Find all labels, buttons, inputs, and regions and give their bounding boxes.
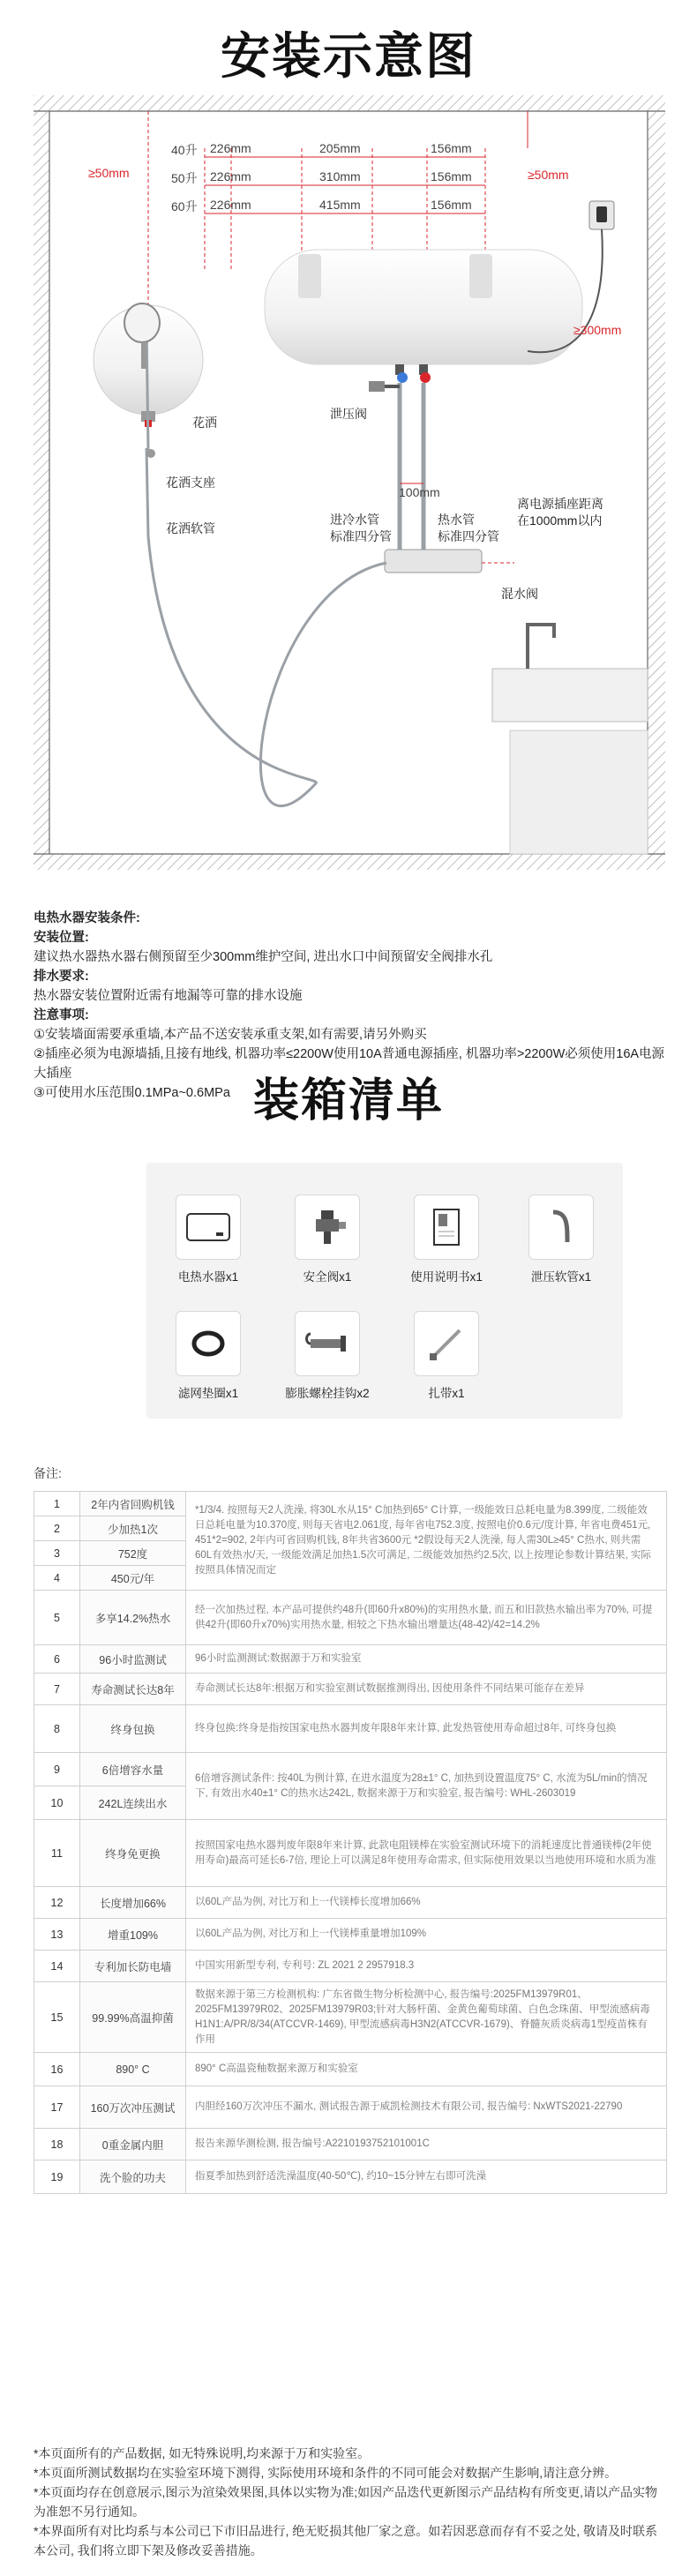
table-row: 3 752度	[34, 1541, 667, 1566]
safety-valve-icon	[295, 1194, 360, 1260]
pack-item-safety-valve	[266, 1194, 389, 1284]
relief-valve-label: 泄压阀	[330, 407, 367, 421]
row-num: 14	[34, 1951, 80, 1982]
footnote: *本页面所测试数据均在实验室环境下测得, 实际使用环境和条件的不同可能会对数据产生影响,请注意分辨。	[34, 2466, 618, 2480]
pack-item-label: 扎带x1	[428, 1387, 465, 1400]
dim-mid: 415mm	[319, 198, 361, 212]
installation-diagram	[34, 95, 665, 872]
row-num: 18	[34, 2129, 80, 2160]
row-num: 19	[34, 2160, 80, 2194]
dim-right: 156mm	[431, 198, 472, 212]
relief-hose-icon	[528, 1194, 594, 1260]
row-description: 以60L产品为例, 对比万和上一代镁棒长度增加66%	[186, 1887, 667, 1919]
table-row	[34, 1674, 667, 1705]
dim-right: 156mm	[431, 141, 472, 155]
installation-title: 安装示意图	[221, 28, 476, 84]
row-description: 6倍增容测试条件: 按40L为例计算, 在进水温度为28±1° C, 加热到设置温度75° C, 水流为5L/min的情况下, 有效出水40±1° C的热水达242L, 数据来源于万和实验室, 报告编号: WHL-2603019	[186, 1753, 667, 1820]
row-description: 报告来源华测检测, 报告编号:A2210193752101001C	[186, 2129, 667, 2160]
left-wall	[34, 111, 49, 861]
row-feature: 752度	[80, 1541, 186, 1566]
row-feature: 终身包换	[80, 1705, 186, 1753]
row-description: 内胆经160万次冲压不漏水, 测试报告源于威凯检测技术有限公司, 报告编号: NxWTS2021-22790	[186, 2086, 667, 2129]
row-feature: 2年内省回购机钱	[80, 1492, 186, 1516]
row-num: 15	[34, 1982, 80, 2053]
footnote: *本界面所有对比均系与本公司已下市旧品进行, 绝无贬损其他厂家之意。如若因恶意而存有不妥之处, 敬请及时联系本公司, 我们将立即下架及修改妥善措施。	[34, 2524, 658, 2557]
row-num: 13	[34, 1919, 80, 1951]
table-row	[34, 1887, 667, 1919]
table-row	[34, 2129, 667, 2160]
shower-hose-label: 花洒软管	[166, 521, 215, 535]
table-row: 4 450元/年	[34, 1566, 667, 1591]
table-row	[34, 1705, 667, 1753]
footnotes	[34, 2444, 669, 2560]
table-row	[34, 1591, 667, 1645]
row-description: 96小时监测测试:数据源于万和实验室	[186, 1645, 667, 1674]
note-item: ③可使用水压范围0.1MPa~0.6MPa	[34, 1086, 230, 1100]
gap-left-label: ≥50mm	[88, 166, 130, 180]
table-row: 2 少加热1次	[34, 1516, 667, 1541]
dim-mid: 310mm	[319, 169, 361, 183]
pack-item-expansion-bolt	[266, 1311, 389, 1401]
table-row	[34, 2160, 667, 2194]
pack-item-label: 电热水器x1	[177, 1270, 239, 1284]
row-description: 终身包换:终身是指按国家电热水器判废年限8年来计算, 此发热管使用寿命超过8年, 可终身包换	[186, 1705, 667, 1753]
shower-head-label: 花洒	[192, 416, 217, 430]
pack-item-label: 膨胀螺栓挂钩x2	[285, 1387, 370, 1400]
dim-left: 226mm	[210, 198, 251, 212]
row-num: 9	[34, 1753, 80, 1786]
row-num: 12	[34, 1887, 80, 1919]
dim-right: 156mm	[431, 169, 472, 183]
drain-text: 热水器安装位置附近需有地漏等可靠的排水设施	[34, 989, 303, 1003]
socket-distance-label: 离电源插座距离 在1000mm以内	[517, 497, 603, 528]
row-feature: 多享14.2%热水	[80, 1591, 186, 1645]
footnote: *本页面所有的产品数据, 如无特殊说明,均来源于万和实验室。	[34, 2446, 371, 2460]
pack-item-cable-tie	[385, 1311, 508, 1401]
row-feature: 长度增加66%	[80, 1887, 186, 1919]
gap-top-right-label: ≥50mm	[528, 168, 569, 182]
pack-item-label: 使用说明书x1	[410, 1270, 483, 1284]
note-item: ①安装墙面需要承重墙,本产品不送安装承重支架,如有需要,请另外购买	[34, 1028, 427, 1042]
pack-item-label: 滤网垫圈x1	[177, 1387, 239, 1400]
note-item: ②插座必须为电源墙插,且接有地线, 机器功率≤2200W使用10A普通电源插座, 机器功率>2200W必须使用16A电源大插座	[34, 1047, 665, 1081]
row-description: 以60L产品为例, 对比万和上一代镁棒重量增加109%	[186, 1919, 667, 1951]
capacity-label: 50升	[171, 171, 198, 185]
row-feature: 890° C	[80, 2053, 186, 2086]
pipe-gap-label: 100mm	[399, 485, 440, 499]
table-row	[34, 1645, 667, 1674]
table-row	[34, 2086, 667, 2129]
table-row	[34, 1492, 667, 1516]
position-heading: 安装位置:	[34, 931, 89, 945]
row-description: 890° C高温瓷釉数据来源万和实验室	[186, 2053, 667, 2086]
row-description: 经一次加热过程, 本产品可提供约48升(即60升x80%)的实用热水量, 而五和旧款热水输出率为70%, 可提供42升(即60升x70%)实用热水量, 相较之下热水输出增量达(48-42)/42=14.2%	[186, 1591, 667, 1645]
pack-item-relief-hose	[499, 1194, 623, 1284]
dim-left: 226mm	[210, 141, 251, 155]
pack-item-label: 泄压软管x1	[530, 1270, 592, 1284]
position-text: 建议热水器热水器右侧预留至少300mm维护空间, 进出水口中间预留安全阀排水孔	[34, 950, 493, 964]
dim-mid: 205mm	[319, 141, 361, 155]
right-wall	[648, 111, 665, 861]
row-feature: 450元/年	[80, 1566, 186, 1591]
mixing-valve-label: 混水阀	[501, 587, 538, 601]
table-row	[34, 1951, 667, 1982]
row-description: *1/3/4. 按照每天2人洗澡, 将30L水从15° C加热到65° C计算, 一级能效日总耗电量为8.399度, 二级能效日总耗电量为10.370度, 则每天省电2.061度, 每年省电752.3度, 按照电价0.6元/度计算, 年省电费451元, 451*2=902, 2年内可省回购机钱, 8年共省3600元 *2假设每天2人洗澡, 每人需30L≥45° C热水, 则共需60L有效热水/天, 一级能效满足加热1.5次可满足, 二级能效加热约2.5次, 以上按理论参数计算结果, 实际按照具体情况而定	[186, 1492, 667, 1591]
row-description: 数据来源于第三方检测机构: 广东省微生物分析检测中心, 报告编号:2025FM13979R01、2025FM13979R02、2025FM13979R03;针对大肠杆菌、金黄色葡萄球菌、白色念珠菌、甲型流感病毒H1N1:A/PR/8/34(ATCCVR-1469), 甲型流感病毒H3N2(ATCCVR-1679)、脊髓灰质炎病毒1型疫苗株有作用	[186, 1982, 667, 2053]
notes-heading: 注意事项:	[34, 1008, 89, 1022]
row-num: 8	[34, 1705, 80, 1753]
filter-gasket-icon	[176, 1311, 241, 1376]
dim-left: 226mm	[210, 169, 251, 183]
row-feature: 增重109%	[80, 1919, 186, 1951]
row-feature: 洗个脸的功夫	[80, 2160, 186, 2194]
row-num: 17	[34, 2086, 80, 2129]
footnote: *本页面均存在创意展示,图示为渲染效果图,具体以实物为准;如因产品迭代更新图示产品结构有所变更,请以产品实物为准恕不另行通知。	[34, 2485, 658, 2519]
cold-pipe-label: 进冷水管 标准四分管	[330, 513, 392, 543]
row-num: 1	[34, 1492, 80, 1516]
table-row	[34, 1820, 667, 1887]
top-wall	[34, 95, 665, 111]
diagram-svg	[34, 95, 665, 872]
row-num: 10	[34, 1786, 80, 1820]
expansion-bolt-icon	[295, 1311, 360, 1376]
floor	[34, 854, 665, 870]
row-feature: 0重金属内胆	[80, 2129, 186, 2160]
row-num: 11	[34, 1820, 80, 1887]
row-feature: 专利加长防电墙	[80, 1951, 186, 1982]
install-conditions-heading: 电热水器安装条件:	[34, 911, 140, 925]
pack-item-filter-gasket	[146, 1311, 270, 1401]
shower-bracket-label: 花洒支座	[166, 476, 215, 490]
row-feature: 少加热1次	[80, 1516, 186, 1541]
notes-table	[34, 1491, 667, 2194]
pack-item-manual	[385, 1194, 508, 1284]
row-description: 中国实用新型专利, 专利号: ZL 2021 2 2957918.3	[186, 1951, 667, 1982]
hot-pipe-label: 热水管 标准四分管	[438, 513, 499, 543]
table-row	[34, 1753, 667, 1786]
gap-right-label: ≥300mm	[573, 323, 622, 337]
packing-list	[146, 1163, 623, 1419]
capacity-label: 40升	[171, 143, 198, 157]
row-description: 按照国家电热水器判废年限8年来计算, 此款电阻镁棒在实验室测试环境下的消耗速度比普通镁棒(2年使用寿命)最高可延长6-7倍, 理论上可以满足8年使用寿命需求, 但实际使用效果以当地使用环境和水质为准	[186, 1820, 667, 1887]
row-num: 6	[34, 1645, 80, 1674]
row-feature: 99.99%高温抑菌	[80, 1982, 186, 2053]
pack-item-water-heater	[146, 1194, 270, 1284]
row-num: 7	[34, 1674, 80, 1705]
row-description: 寿命测试长达8年:根据万和实验室测试数据推测得出, 因使用条件不同结果可能存在差异	[186, 1674, 667, 1705]
drain-heading: 排水要求:	[34, 970, 89, 984]
row-feature: 6倍增容水量	[80, 1753, 186, 1786]
row-feature: 寿命测试长达8年	[80, 1674, 186, 1705]
table-row	[34, 1919, 667, 1951]
water-heater-icon	[176, 1194, 241, 1260]
row-feature: 96小时监测试	[80, 1645, 186, 1674]
row-feature: 终身免更换	[80, 1820, 186, 1887]
table-row	[34, 2053, 667, 2086]
packing-title: 装箱清单	[252, 1075, 444, 1127]
table-row	[34, 1982, 667, 2053]
row-num: 16	[34, 2053, 80, 2086]
capacity-label: 60升	[171, 199, 198, 213]
cable-tie-icon	[414, 1311, 479, 1376]
row-description: 指夏季加热到舒适洗澡温度(40-50℃), 约10~15分钟左右即可洗澡	[186, 2160, 667, 2194]
row-feature: 160万次冲压测试	[80, 2086, 186, 2129]
notes-title: 备注:	[34, 1466, 62, 1480]
manual-icon	[414, 1194, 479, 1260]
pack-item-label: 安全阀x1	[303, 1270, 352, 1284]
row-num: 5	[34, 1591, 80, 1645]
row-feature: 242L连续出水	[80, 1786, 186, 1820]
